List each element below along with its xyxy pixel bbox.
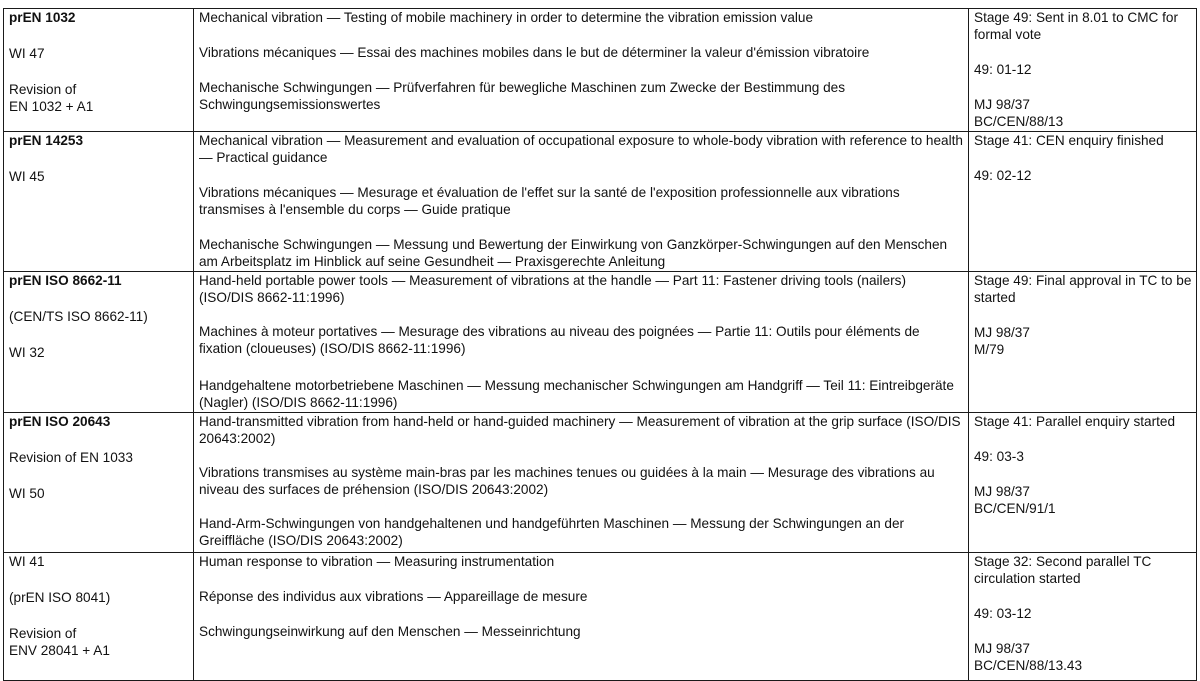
title-english: Mechanical vibration — Testing of mobile machinery in order to determine the vibration emission value [199,10,814,25]
reference-note: WI 32 [9,345,45,360]
reference-note: ENV 28041 + A1 [9,643,110,658]
title-german: Hand-Arm-Schwingungen von handgehaltenen und handgeführten Maschinen — Messung der Schwingungen an der Greiffläche (ISO/DIS 20643:2002) [199,516,905,548]
title-german: Handgehaltene motorbetriebene Maschinen — Messung mechanischer Schwingungen am Handgriff — Teil 11: Eintreibgeräte (Nagler) (ISO/DIS 8662-11:1996) [199,378,954,410]
stage-status: Stage 32: Second parallel TC circulation started [974,554,1152,586]
reference-note: Revision of [9,626,77,641]
title-german: Schwingungseinwirkung auf den Menschen — Messeinrichtung [199,624,581,639]
title-english: Hand-held portable power tools — Measurement of vibrations at the handle — Part 11: Fastener driving tools (nailers) (ISO/DIS 8662-11:1996) [199,273,906,305]
reference-note: WI 47 [9,46,45,61]
reference-note: WI 50 [9,486,45,501]
reference-cell [4,272,194,413]
title-german: Mechanische Schwingungen — Prüfverfahren für bewegliche Maschinen zum Zwecke der Bestimmung des Schwingungsemissionswertes [199,80,846,112]
standard-reference: prEN ISO 8662-11 [9,273,122,288]
standard-reference: prEN 1032 [9,10,76,25]
stage-status: Stage 41: Parallel enquiry started [974,414,1176,429]
title-french: Vibrations transmises au système main-bras par les machines tenues ou guidées à la main — Mesurage des vibrations au niveau des surfaces de préhension (ISO/DIS 20643:2002) [199,465,935,497]
status-cell [969,132,1197,272]
mandate-reference: BC/CEN/88/13 [974,114,1064,129]
title-english: Human response to vibration — Measuring instrumentation [199,554,555,569]
title-cell [194,553,969,681]
reference-note: Revision of [9,82,77,97]
stage-status: Stage 41: CEN enquiry finished [974,133,1164,148]
directive-reference: MJ 98/37 [974,97,1030,112]
reference-note: WI 45 [9,169,45,184]
title-french: Vibrations mécaniques — Essai des machines mobiles dans le but de déterminer la valeur d'émission vibratoire [199,45,870,60]
reference-note: (prEN ISO 8041) [9,590,111,605]
directive-reference: MJ 98/37 [974,325,1030,340]
stage-date: 49: 03-12 [974,606,1032,621]
reference-cell [4,413,194,553]
status-cell [969,413,1197,553]
title-german: Mechanische Schwingungen — Messung und Bewertung der Einwirkung von Ganzkörper-Schwingungen auf den Menschen am Arbeitsplatz im Hinblick auf seine Gesundheit — Praxisgerechte Anleitung [199,237,948,269]
status-cell [969,272,1197,413]
stage-date: 49: 03-3 [974,449,1024,464]
title-cell [194,9,969,132]
directive-reference: MJ 98/37 [974,641,1030,656]
title-cell [194,272,969,413]
reference-cell [4,553,194,681]
standard-reference: prEN ISO 20643 [9,414,111,429]
mandate-reference: BC/CEN/88/13.43 [974,658,1083,673]
reference-note: (CEN/TS ISO 8662-11) [9,309,148,324]
reference-cell [4,9,194,132]
standard-reference: prEN 14253 [9,133,84,148]
standard-reference: WI 41 [9,554,45,569]
directive-reference: MJ 98/37 [974,484,1030,499]
reference-note: Revision of EN 1033 [9,450,133,465]
reference-cell [4,132,194,272]
table-row [4,413,1197,553]
title-french: Machines à moteur portatives — Mesurage des vibrations au niveau des poignées — Partie 11: Outils pour éléments de fixation (cloueuses) (ISO/DIS 8662-11:1996) [199,324,920,356]
title-english: Hand-transmitted vibration from hand-held or hand-guided machinery — Measurement of vibration at the grip surface (ISO/DIS 20643:2002) [199,414,961,446]
status-cell [969,9,1197,132]
stage-date: 49: 02-12 [974,168,1032,183]
title-cell [194,413,969,553]
title-french: Vibrations mécaniques — Mesurage et évaluation de l'effet sur la santé de l'exposition professionnelle aux vibrations transmises à l'ensemble du corps — Guide pratique [199,185,900,217]
stage-date: 49: 01-12 [974,62,1032,77]
table-row [4,272,1197,413]
reference-note: EN 1032 + A1 [9,99,94,114]
table-row [4,9,1197,132]
stage-status: Stage 49: Final approval in TC to be started [974,273,1192,305]
table-row [4,553,1197,681]
standards-work-programme-table [3,8,1197,681]
title-french: Réponse des individus aux vibrations — Appareillage de mesure [199,589,588,604]
mandate-reference: BC/CEN/91/1 [974,501,1056,516]
title-cell [194,132,969,272]
title-english: Mechanical vibration — Measurement and evaluation of occupational exposure to whole-body vibration with reference to health — Practical guidance [199,133,963,165]
status-cell [969,553,1197,681]
table-row [4,132,1197,272]
mandate-reference: M/79 [974,342,1005,357]
stage-status: Stage 49: Sent in 8.01 to CMC for formal vote [974,10,1179,42]
